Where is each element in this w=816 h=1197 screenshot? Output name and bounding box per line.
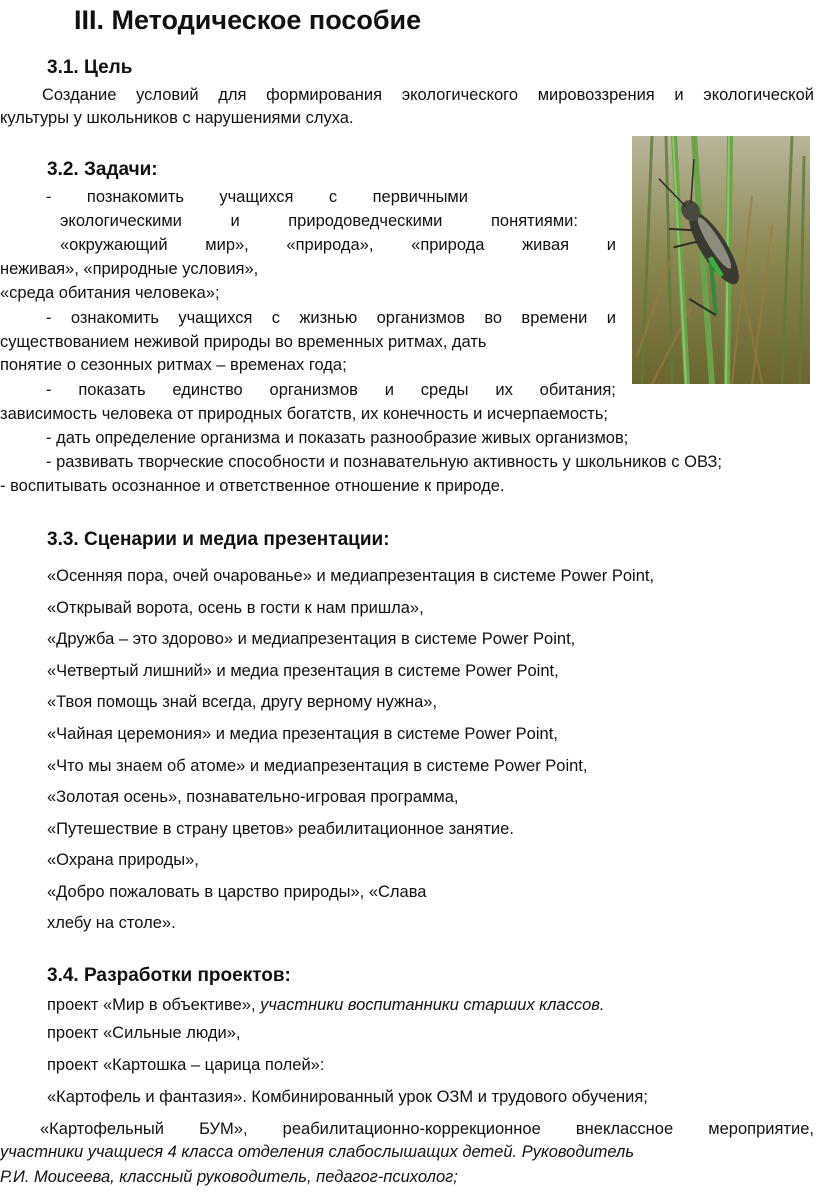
scenario-item: «Четвертый лишний» и медиа презентация в системе Power Point,: [47, 662, 559, 680]
word: понятиями:: [490, 212, 578, 230]
word: -: [46, 381, 52, 399]
section-3-1-heading: 3.1. Цель: [47, 57, 133, 78]
s32-line-1: [46, 186, 468, 208]
s32-line-12: - развивать творческие способности и познавательную активность у школьников с ОВЗ;: [46, 453, 722, 471]
s32-line-8: понятие о сезонных ритмах – временах года;: [0, 356, 347, 374]
word: Создание: [42, 86, 117, 104]
s32-line-2: [60, 210, 578, 232]
s32-line-10: зависимость человека от природных богатств, их конечность и исчерпаемость;: [0, 405, 609, 423]
word: мероприятие,: [708, 1120, 814, 1138]
word-text: «Картофельный: [40, 1120, 164, 1138]
word: природоведческими: [288, 212, 443, 230]
word: БУМ»,: [199, 1120, 248, 1138]
project-subitem: «Картофель и фантазия». Комбинированный урок ОЗМ и трудового обучения;: [47, 1088, 648, 1106]
section-3-2-heading: 3.2. Задачи:: [47, 159, 158, 180]
word: с: [328, 188, 338, 206]
scenario-item: «Что мы знаем об атоме» и медиапрезентация в системе Power Point,: [47, 757, 588, 775]
word: формирования: [266, 86, 383, 104]
word: организмов: [376, 309, 465, 327]
scenario-item: «Добро пожаловать в царство природы», «Слава: [47, 883, 427, 901]
word: во: [484, 309, 503, 327]
grasshopper-photo: [632, 136, 810, 384]
word: учащихся: [178, 309, 253, 327]
word: времени: [521, 309, 588, 327]
word: реабилитационно-коррекционное: [282, 1120, 541, 1138]
s32-line-6: [46, 307, 616, 329]
word: -: [46, 188, 52, 206]
word: и: [606, 309, 616, 327]
s32-line-3: [60, 234, 616, 256]
scenario-item: «Твоя помощь знай всегда, другу верному нужна»,: [47, 693, 438, 711]
word: среды: [420, 381, 469, 399]
word: экологического: [401, 86, 519, 104]
scenario-item: «Открывай ворота, осень в гости к нам пришла»,: [47, 599, 424, 617]
section-3-3-heading: 3.3. Сценарии и медиа презентации:: [47, 529, 390, 550]
word: мир»,: [205, 236, 249, 254]
word: и: [606, 236, 616, 254]
word: жизнью: [299, 309, 358, 327]
word: первичными: [372, 188, 468, 206]
word: [40, 1118, 164, 1142]
word: познакомить: [86, 188, 184, 206]
s32-line-7: существованием неживой природы во временных ритмах, дать: [0, 333, 487, 351]
project-item: проект «Сильные люди»,: [47, 1024, 241, 1042]
word: и: [230, 212, 240, 230]
word: обитания;: [539, 381, 616, 399]
project-detail-line: участники учащиеся 4 класса отделения слабослышащих детей. Руководитель: [0, 1143, 635, 1161]
s32-line-11: - дать определение организма и показать разнообразие живых организмов;: [46, 429, 629, 447]
scenario-item: «Охрана природы»,: [47, 851, 199, 869]
word: внеклассное: [575, 1120, 674, 1138]
s31-line-1: [42, 84, 814, 106]
s31-line-2: культуры у школьников с нарушениями слуха.: [0, 109, 354, 127]
page-title: III. Методическое пособие: [74, 5, 422, 35]
scenario-item-continuation: хлебу на столе».: [47, 914, 176, 932]
word: и: [674, 86, 684, 104]
word: «природа»,: [286, 236, 374, 254]
s32-line-5: «среда обитания человека»;: [0, 284, 220, 302]
word: единство: [172, 381, 243, 399]
word: «окружающий: [60, 236, 168, 254]
project-item: проект «Мир в объективе», участники воспитанники старших классов.: [47, 996, 605, 1014]
word: экологическими: [60, 212, 182, 230]
word: живая: [522, 236, 570, 254]
word: организмов: [269, 381, 358, 399]
scenario-item: «Чайная церемония» и медиа презентация в системе Power Point,: [47, 725, 558, 743]
word: условий: [136, 86, 199, 104]
section-3-4-heading: 3.4. Разработки проектов:: [47, 965, 291, 986]
s32-line-4: неживая», «природные условия»,: [0, 260, 259, 278]
project-item: проект «Картошка – царица полей»:: [47, 1056, 325, 1074]
s32-line-13: - воспитывать осознанное и ответственное отношение к природе.: [0, 477, 505, 495]
project-detail-line: Р.И. Моисеева, классный руководитель, педагог-психолог;: [0, 1168, 458, 1186]
word: экологической: [703, 86, 814, 104]
scenario-item: «Золотая осень», познавательно-игровая программа,: [47, 788, 459, 806]
scenario-item: «Путешествие в страну цветов» реабилитационное занятие.: [47, 820, 514, 838]
word: и: [384, 381, 394, 399]
word: с: [271, 309, 280, 327]
word: ознакомить: [70, 309, 159, 327]
word: «природа: [411, 236, 485, 254]
word: для: [218, 86, 247, 104]
word: мировоззрения: [537, 86, 655, 104]
s32-line-9: [46, 379, 616, 401]
word: их: [495, 381, 513, 399]
word: показать: [78, 381, 146, 399]
word: -: [46, 309, 52, 327]
scenario-item: «Дружба – это здорово» и медиапрезентация в системе Power Point,: [47, 630, 576, 648]
scenario-item: «Осенняя пора, очей очарованье» и медиапрезентация в системе Power Point,: [47, 567, 655, 585]
project-subitem: [40, 1118, 814, 1142]
word: учащихся: [219, 188, 294, 206]
